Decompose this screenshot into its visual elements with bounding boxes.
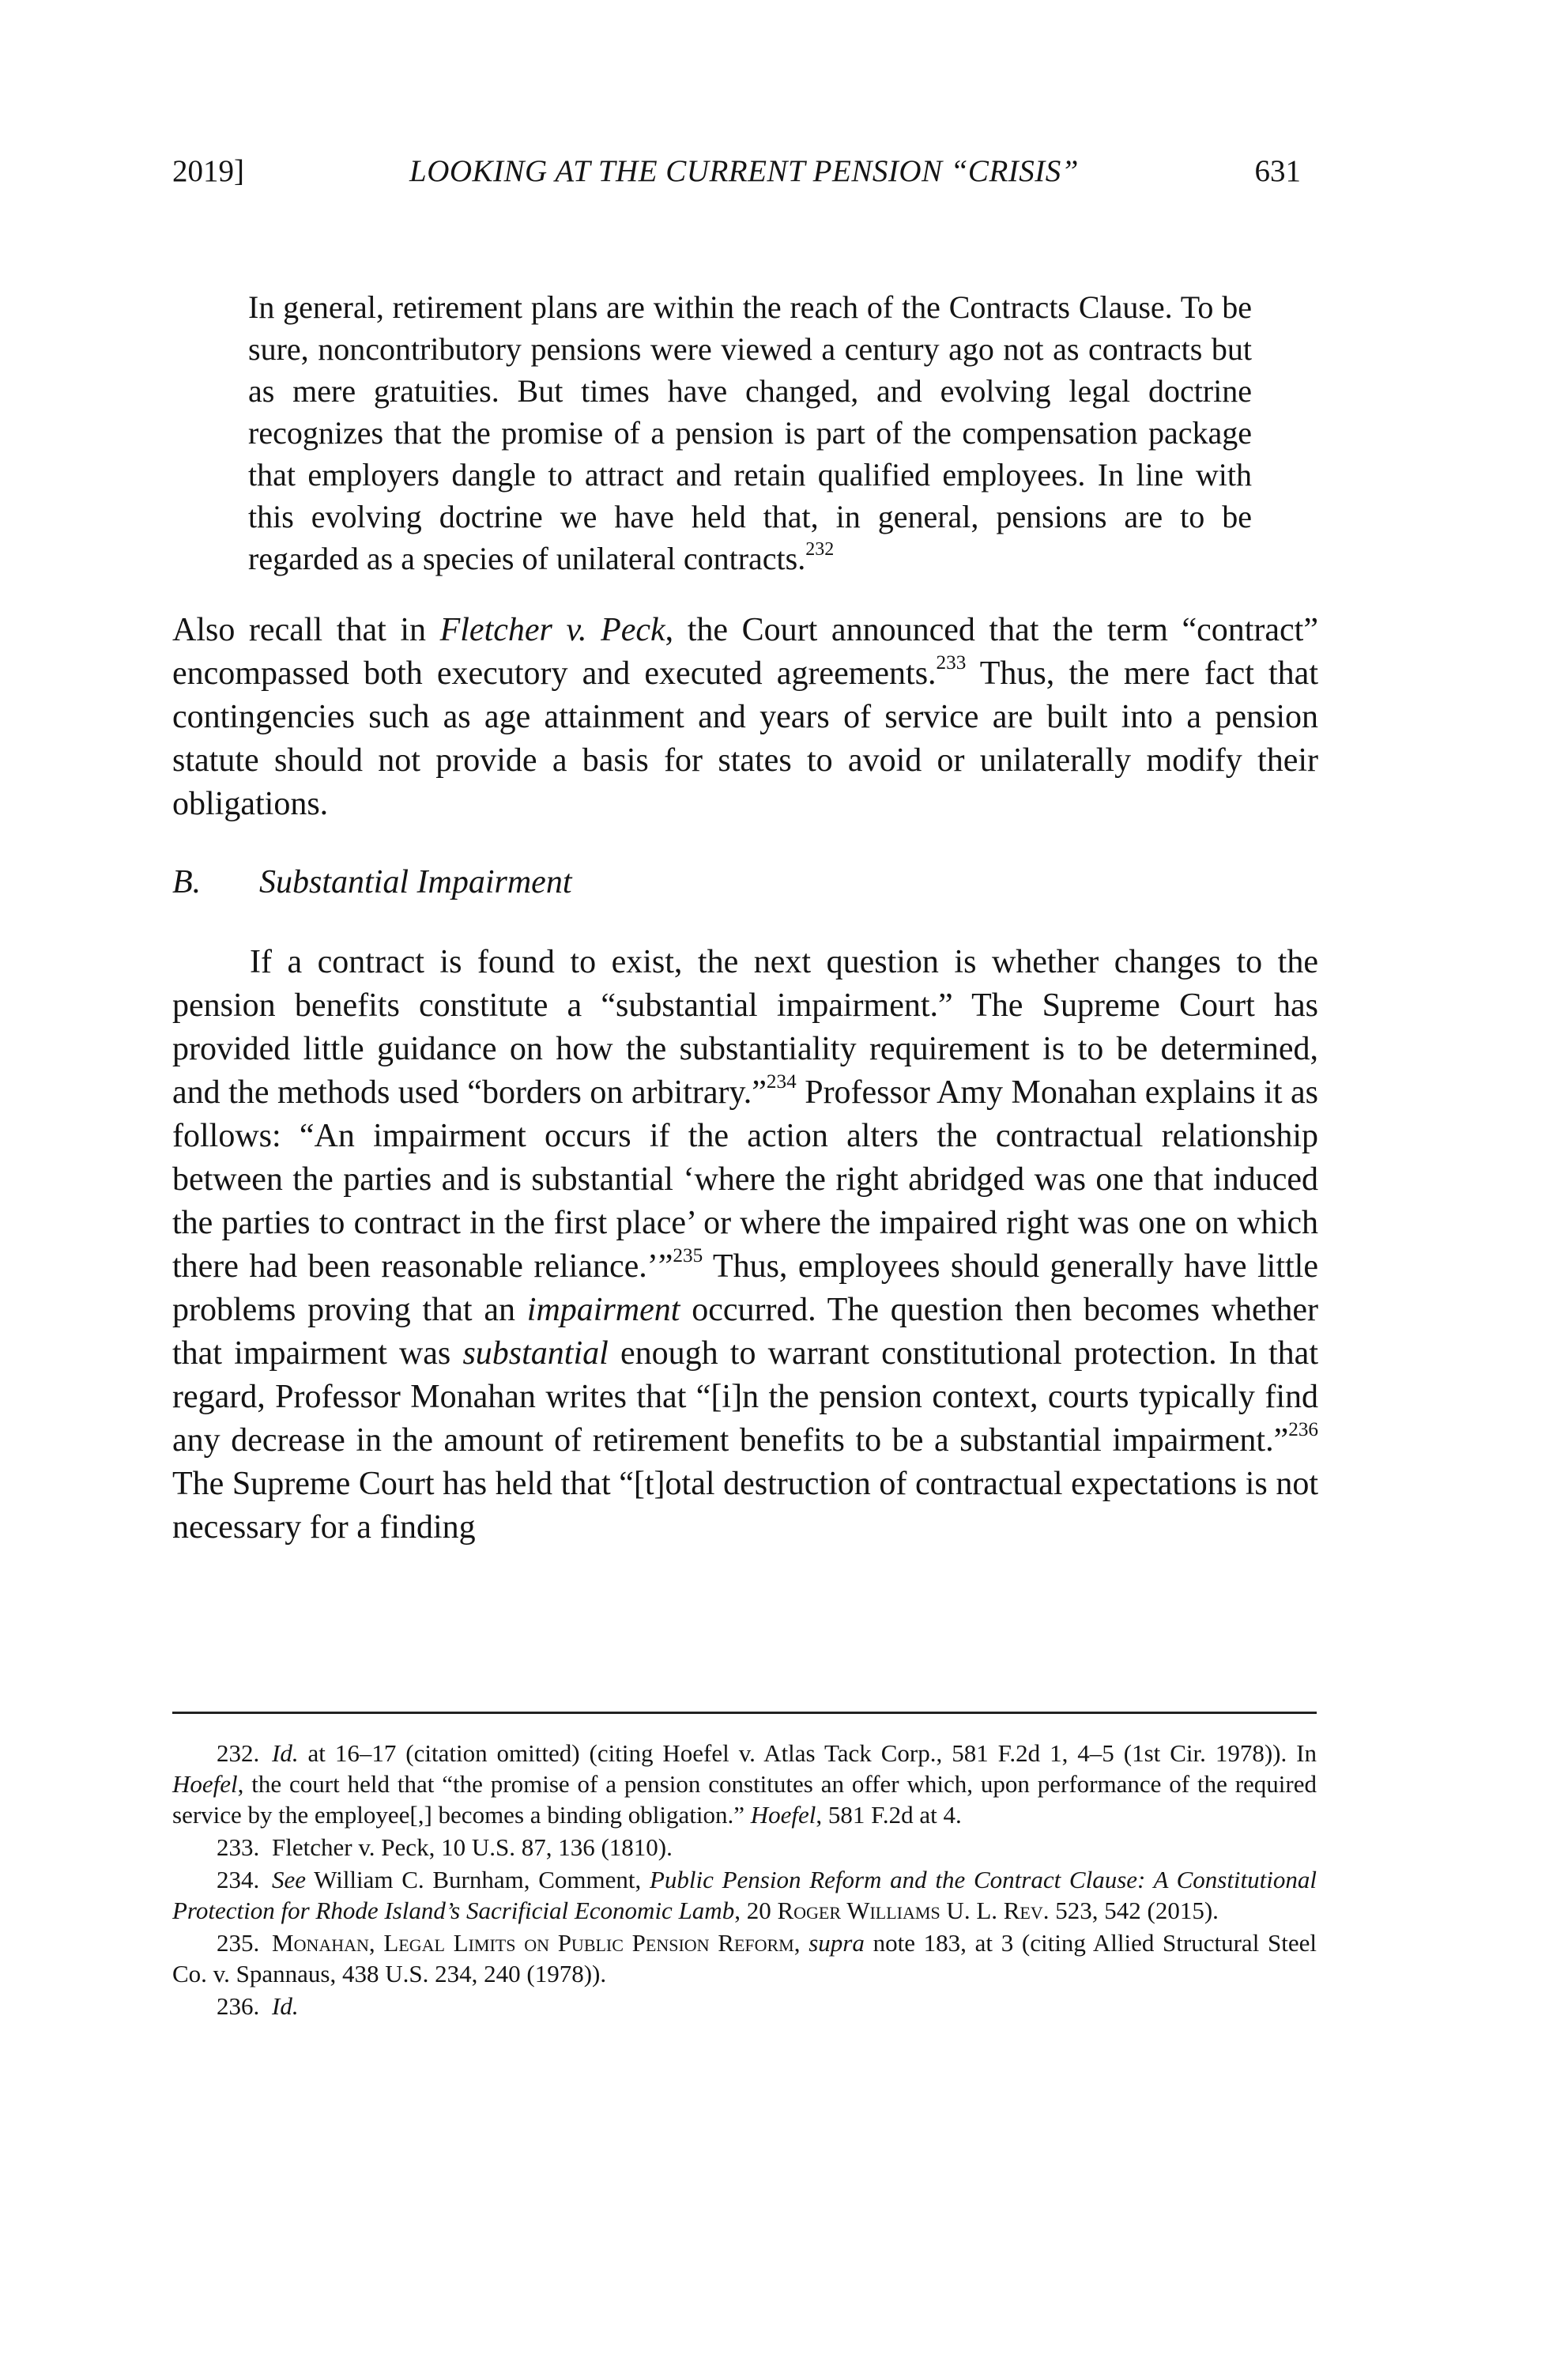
emphasis-impairment: impairment — [526, 1292, 680, 1328]
footnote-ref-236[interactable]: 236 — [1288, 1419, 1318, 1441]
paragraph-text: If a contract is found to exist, the next question is whether changes to the pension benefits constitute a “substantial impairment.” The Supreme Court has provided little guidance on how the substantiality requirement is to be determined, and the methods used “borders on arbitrary.” — [172, 944, 1318, 1111]
paragraph-substantial-impairment — [172, 941, 1318, 1550]
footnote-number: 235. — [217, 1929, 260, 1957]
case-name: Fletcher v. Peck — [439, 612, 665, 648]
paragraph-text: Also recall that in — [172, 612, 440, 648]
footnote-ref-233[interactable]: 233 — [936, 652, 967, 674]
section-heading — [172, 863, 572, 901]
footnote-signal: See — [272, 1866, 307, 1893]
footnote-233 — [172, 1832, 1317, 1863]
footnote-divider — [172, 1712, 1317, 1714]
footnote-number: 232. — [217, 1739, 260, 1767]
paragraph-text: Thus, the mere fact that contingencies such as age attainment and years of service are built into a pension statute should not provide a basis for states to avoid or unilaterally modify their obligations. — [172, 655, 1318, 822]
footnote-supra: supra — [808, 1929, 865, 1957]
paragraph-text: , the Court announced that the term “contract” encompassed both executory and executed agreements. — [172, 612, 1318, 692]
footnote-case: Hoefel — [750, 1801, 816, 1829]
footnote-text: , — [793, 1929, 809, 1957]
header-title: LOOKING AT THE CURRENT PENSION “CRISIS” — [409, 154, 1079, 188]
paragraph-text: enough to warrant constitutional protection. In that regard, Professor Monahan writes that “[i]n the pension context, courts typically find any decrease in the amount of retirement benefits to be a substantial impairment.” — [172, 1335, 1318, 1459]
footnote-236 — [172, 1991, 1317, 2021]
section-title: Substantial Impairment — [259, 864, 572, 900]
footnote-ref-235[interactable]: 235 — [673, 1245, 703, 1267]
footnote-ref-234[interactable]: 234 — [766, 1071, 797, 1093]
paragraph-text: Thus, employees should generally have little problems proving that an — [172, 1248, 1318, 1328]
footnote-article-title: Public Pension Reform and the Contract Clause: A Constitutional Protection for Rhode Island’s Sacrificial Economic Lamb — [172, 1866, 1317, 1924]
emphasis-substantial: substantial — [462, 1335, 609, 1372]
block-quote-text: In general, retirement plans are within the reach of the Contracts Clause. To be sure, noncontributory pensions were viewed a century ago not as contracts but as mere gratuities. But times have changed, and evolving legal doctrine recognizes that the promise of a pension is part of the compensation package that employers dangle to attract and retain qualified employees. In line with this evolving doctrine we have held that, in general, pensions are to be regarded as a species of unilateral contracts. — [248, 289, 1252, 576]
footnote-text: 523, 542 (2015). — [1049, 1897, 1219, 1924]
footnote-journal: Roger Williams U. L. Rev. — [777, 1897, 1050, 1924]
footnotes — [172, 1738, 1317, 2023]
block-quote — [248, 286, 1252, 579]
footnote-text: , the court held that “the promise of a pension constitutes an offer which, upon performance of the required service by the employee[,] becomes a binding obligation.” — [172, 1770, 1317, 1829]
footnote-text: note 183, at 3 (citing Allied Structural Steel Co. v. Spannaus, 438 U.S. 234, 240 (1978)). — [172, 1929, 1317, 1987]
footnote-number: 236. — [217, 1992, 260, 2020]
footnote-text: Fletcher v. Peck, 10 U.S. 87, 136 (1810). — [272, 1833, 673, 1861]
footnote-235 — [172, 1927, 1317, 1989]
footnote-232 — [172, 1738, 1317, 1830]
footnote-number: 234. — [217, 1866, 260, 1893]
footnote-id: Id. — [272, 1739, 299, 1767]
footnote-text: , 581 F.2d at 4. — [816, 1801, 962, 1829]
paragraph-text: Professor Amy Monahan explains it as follows: “An impairment occurs if the action alters the contractual relationship between the parties and is substantial ‘where the right abridged was one that induced the parties to contract in the first place’ or where the impaired right was one on which there had been reasonable reliance.’” — [172, 1074, 1319, 1285]
footnote-text: , 20 — [734, 1897, 778, 1924]
page-number: 631 — [1254, 154, 1301, 188]
paragraph-text: occurred. The question then becomes whether that impairment was — [172, 1292, 1318, 1372]
section-label: B. — [172, 864, 202, 900]
paragraph-fletcher — [172, 609, 1318, 826]
paragraph-text: The Supreme Court has held that “[t]otal destruction of contractual expectations is not necessary for a finding — [172, 1466, 1318, 1546]
footnote-ref-232[interactable]: 232 — [805, 539, 835, 560]
running-header — [172, 153, 1317, 201]
header-year: 2019] — [172, 154, 244, 188]
footnote-id: Id. — [272, 1992, 299, 2020]
footnote-case: Hoefel — [172, 1770, 238, 1798]
footnote-text: at 16–17 (citation omitted) (citing Hoefel v. Atlas Tack Corp., 581 F.2d 1, 4–5 (1st Cir. 1978)). In — [298, 1739, 1317, 1767]
footnote-text: William C. Burnham, Comment, — [306, 1866, 650, 1893]
footnote-source: Monahan, Legal Limits on Public Pension Reform — [272, 1929, 794, 1957]
footnote-number: 233. — [217, 1833, 260, 1861]
footnote-234 — [172, 1864, 1317, 1926]
